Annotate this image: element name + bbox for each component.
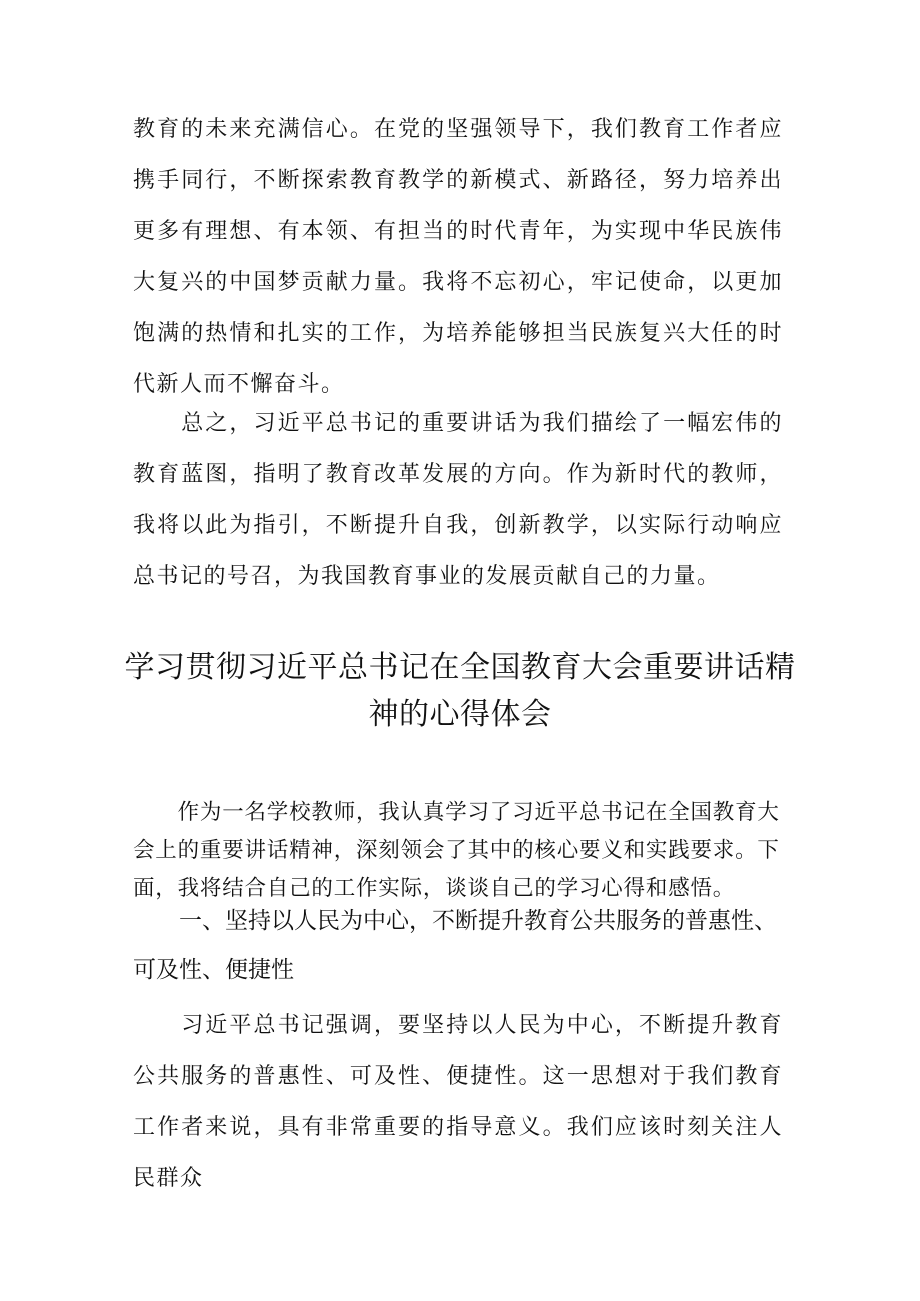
paragraph-indent [133, 1013, 181, 1038]
paragraph-text: 习近平总书记强调，要坚持以人民为中心，不断提升教育公共服务的普惠性、可及性、便捷性。这一思想对于我们教育工作者来说，具有非常重要的指导意义。我们应该时刻关注人民群众 [133, 1013, 783, 1191]
section-heading [133, 897, 793, 995]
article-title: 学习贯彻习近平总书记在全国教育大会重要讲话精神的心得体会 [124, 650, 796, 732]
heading-text: 一、坚持以人民为中心，不断提升教育公共服务的普惠性、可及性、便捷性 [133, 908, 777, 983]
body-paragraph [133, 398, 783, 602]
paragraph-indent [133, 411, 181, 436]
body-paragraph [133, 1000, 783, 1204]
body-paragraph: 教育的未来充满信心。在党的坚强领导下，我们教育工作者应携手同行，不断探索教育教学的新模式、新路径，努力培养出更多有理想、有本领、有担当的时代青年，为实现中华民族伟大复兴的中国梦贡献力量。我将不忘初心，牢记使命，以更加饱满的热情和扎实的工作，为培养能够担当民族复兴大任的时代新人而不懈奋斗。 [133, 117, 783, 397]
paragraph-text: 作为一名学校教师，我认真学习了习近平总书记在全国教育大会上的重要讲话精神，深刻领会了其中的核心要义和实践要求。下面，我将结合自己的工作实际，谈谈自己的学习心得和感悟。 [133, 800, 780, 901]
paragraph-text: 总之，习近平总书记的重要讲话为我们描绘了一幅宏伟的教育蓝图，指明了教育改革发展的方向。作为新时代的教师，我将以此为指引，不断提升自我，创新教学，以实际行动响应总书记的号召，为我国教育事业的发展贡献自己的力量。 [133, 411, 783, 589]
paragraph-indent [133, 908, 179, 934]
intro-paragraph [133, 794, 793, 908]
paragraph-indent [133, 800, 178, 825]
